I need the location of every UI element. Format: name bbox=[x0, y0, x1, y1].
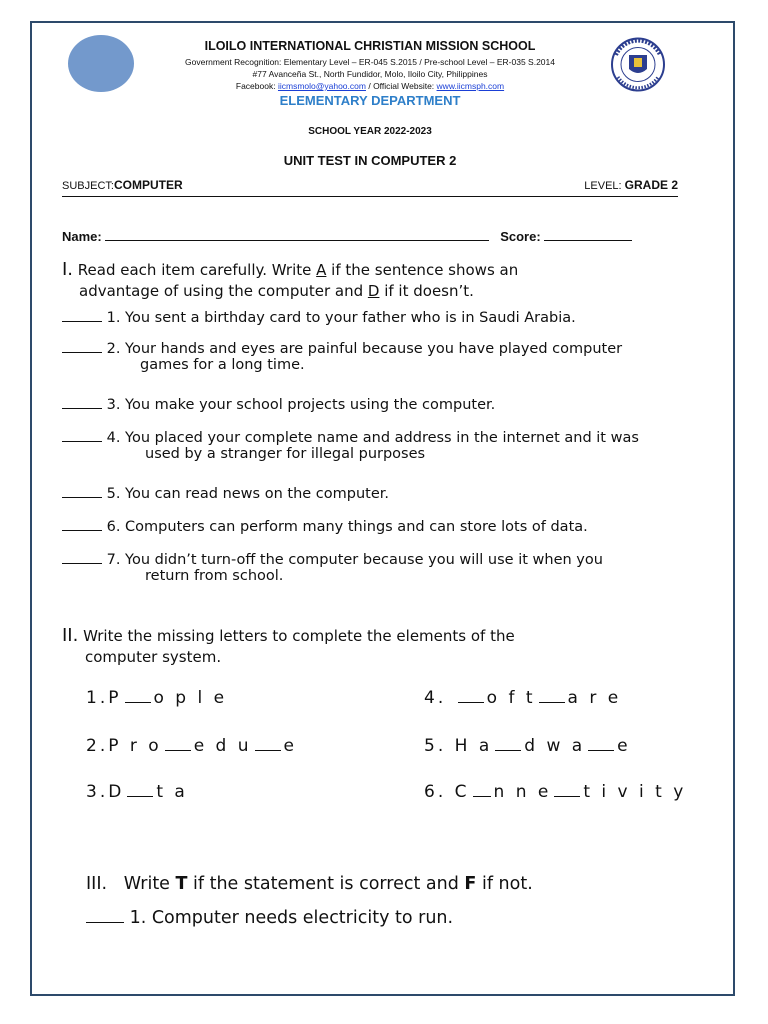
item-number: 1. bbox=[86, 688, 109, 708]
question-text: 2. Your hands and eyes are painful because you have played computer bbox=[102, 341, 623, 357]
answer-blank[interactable] bbox=[62, 341, 102, 353]
answer-blank[interactable] bbox=[86, 909, 124, 923]
question-item bbox=[62, 552, 682, 584]
instr-text: Write the missing letters to complete the elements of the bbox=[78, 627, 515, 645]
level-field bbox=[584, 178, 678, 192]
contact-line bbox=[140, 81, 600, 91]
word-part: a r e bbox=[567, 688, 622, 708]
question-text: 1. Computer needs electricity to run. bbox=[124, 908, 454, 928]
missing-letters-item bbox=[424, 688, 621, 708]
word-part: e d u bbox=[193, 736, 252, 756]
answer-blank[interactable] bbox=[62, 519, 102, 531]
question-text: 5. You can read news on the computer. bbox=[102, 486, 389, 502]
test-title: UNIT TEST IN COMPUTER 2 bbox=[283, 153, 457, 168]
instr-text: if not. bbox=[476, 874, 533, 894]
letter-blank[interactable] bbox=[554, 784, 580, 797]
instr-text: Write bbox=[123, 874, 176, 894]
question-text-cont: games for a long time. bbox=[140, 357, 305, 373]
missing-letters-item bbox=[424, 782, 686, 802]
word-part: D bbox=[108, 782, 125, 802]
name-blank[interactable] bbox=[105, 228, 489, 241]
department-title: ELEMENTARY DEPARTMENT bbox=[279, 93, 461, 108]
word-part: e bbox=[283, 736, 297, 756]
subject-field bbox=[62, 178, 183, 192]
missing-letters-item bbox=[86, 782, 188, 802]
word-part: t a bbox=[156, 782, 188, 802]
letter-d: D bbox=[367, 282, 380, 300]
level-label: LEVEL: bbox=[584, 180, 622, 192]
section-3-numeral: III. bbox=[86, 874, 108, 894]
name-score-row bbox=[62, 228, 632, 244]
section-2-numeral: II. bbox=[62, 625, 79, 646]
answer-blank[interactable] bbox=[62, 486, 102, 498]
school-logo bbox=[68, 35, 134, 92]
level-value: GRADE 2 bbox=[624, 178, 678, 192]
header-divider bbox=[62, 196, 678, 197]
letter-blank[interactable] bbox=[125, 690, 151, 703]
word-part: t i v i t y bbox=[583, 782, 687, 802]
question-text: 3. You make your school projects using the computer. bbox=[102, 397, 496, 413]
section-1-instructions bbox=[62, 259, 518, 302]
letter-blank[interactable] bbox=[127, 784, 153, 797]
question-text: 4. You placed your complete name and address in the internet and it was bbox=[102, 430, 639, 446]
website-link[interactable]: www.iicmsph.com bbox=[436, 81, 505, 91]
item-number: 5. bbox=[424, 736, 447, 756]
letter-blank[interactable] bbox=[255, 738, 281, 751]
word-part: P r o bbox=[108, 736, 162, 756]
instr-text: advantage of using the computer and bbox=[79, 282, 368, 300]
section-2-instructions bbox=[62, 625, 515, 668]
question-text: 6. Computers can perform many things and can store lots of data. bbox=[102, 519, 588, 535]
website-label: / Official Website: bbox=[368, 81, 435, 91]
facebook-link[interactable]: iicmsmolo@yahoo.com bbox=[277, 81, 366, 91]
question-item bbox=[86, 908, 453, 928]
word-part: C bbox=[454, 782, 470, 802]
name-label: Name: bbox=[62, 229, 102, 244]
score-label: Score: bbox=[500, 229, 541, 244]
question-text: 7. You didn’t turn-off the computer because you will use it when you bbox=[102, 552, 603, 568]
score-blank[interactable] bbox=[544, 228, 632, 241]
government-recognition: Government Recognition: Elementary Level – ER-045 S.2015 / Pre-school Level – ER-035 S.2014 bbox=[185, 57, 555, 67]
section-1-numeral: I. bbox=[62, 259, 74, 280]
letter-a: A bbox=[316, 261, 327, 279]
missing-letters-item bbox=[86, 736, 297, 756]
word-part: o f t bbox=[486, 688, 536, 708]
letter-blank[interactable] bbox=[495, 738, 521, 751]
deped-seal-icon bbox=[605, 37, 671, 92]
question-text-cont: return from school. bbox=[145, 568, 284, 584]
facebook-label: Facebook: bbox=[235, 81, 276, 91]
item-number: 6. bbox=[424, 782, 447, 802]
letter-t: T bbox=[175, 874, 188, 894]
word-part: P bbox=[108, 688, 122, 708]
question-item bbox=[62, 486, 682, 502]
letter-blank[interactable] bbox=[458, 690, 484, 703]
question-text-cont: used by a stranger for illegal purposes bbox=[145, 446, 426, 462]
item-number: 4. bbox=[424, 688, 447, 708]
answer-blank[interactable] bbox=[62, 430, 102, 442]
school-year: SCHOOL YEAR 2022-2023 bbox=[308, 126, 432, 137]
missing-letters-item bbox=[86, 688, 227, 708]
section-3-instructions bbox=[86, 874, 533, 894]
answer-blank[interactable] bbox=[62, 397, 102, 409]
word-part: H a bbox=[454, 736, 493, 756]
word-part: e bbox=[617, 736, 631, 756]
instr-text: computer system. bbox=[85, 648, 222, 666]
subject-label: SUBJECT: bbox=[62, 180, 114, 192]
word-part: d w a bbox=[524, 736, 586, 756]
question-item bbox=[62, 397, 682, 413]
instr-text: if it doesn’t. bbox=[379, 282, 474, 300]
word-part: n n e bbox=[493, 782, 552, 802]
question-text: 1. You sent a birthday card to your father who is in Saudi Arabia. bbox=[102, 310, 576, 326]
missing-letters-item bbox=[424, 736, 631, 756]
question-item bbox=[62, 310, 682, 326]
question-item bbox=[62, 341, 682, 373]
instr-text: if the statement is correct and bbox=[187, 874, 465, 894]
item-number: 2. bbox=[86, 736, 109, 756]
school-name: ILOILO INTERNATIONAL CHRISTIAN MISSION SCHOOL bbox=[204, 39, 536, 53]
question-item bbox=[62, 430, 682, 462]
school-address: #77 Avanceña St., North Fundidor, Molo, Iloilo City, Philippines bbox=[252, 69, 488, 79]
letter-f: F bbox=[464, 874, 477, 894]
subject-value: COMPUTER bbox=[113, 178, 183, 192]
answer-blank[interactable] bbox=[62, 552, 102, 564]
item-number: 3. bbox=[86, 782, 109, 802]
letter-blank[interactable] bbox=[588, 738, 614, 751]
letter-blank[interactable] bbox=[539, 690, 565, 703]
letter-blank[interactable] bbox=[165, 738, 191, 751]
question-item bbox=[62, 519, 682, 535]
instr-text: Read each item carefully. Write bbox=[73, 261, 317, 279]
word-part: o p l e bbox=[153, 688, 228, 708]
letter-blank[interactable] bbox=[473, 784, 491, 797]
answer-blank[interactable] bbox=[62, 310, 102, 322]
instr-text: if the sentence shows an bbox=[326, 261, 519, 279]
